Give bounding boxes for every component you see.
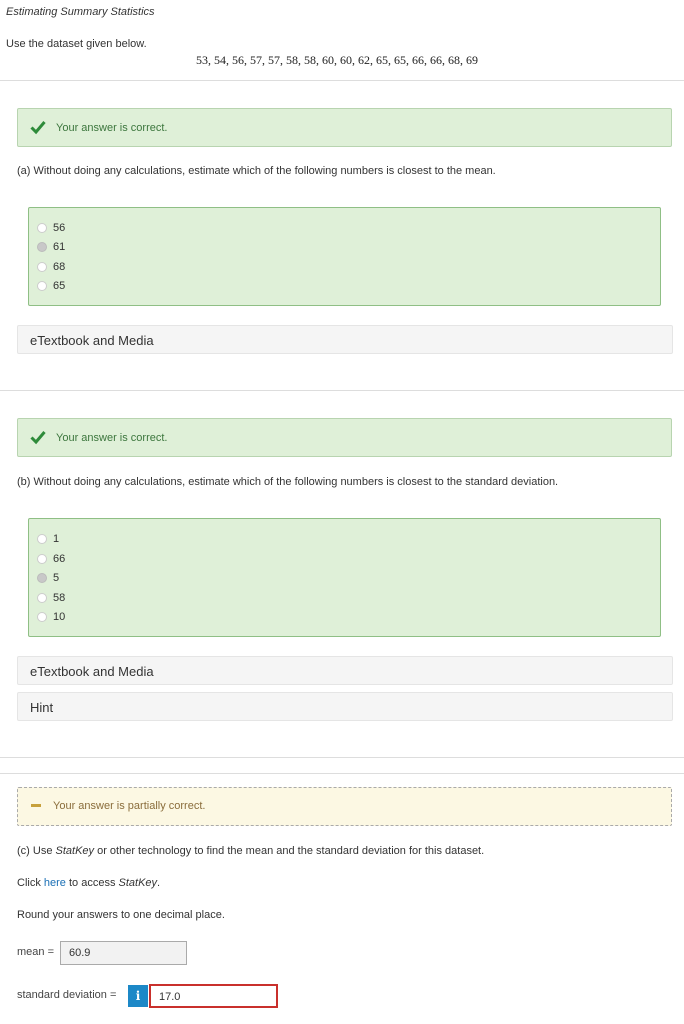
intro-text: Use the dataset given below.: [6, 38, 147, 50]
checkmark-icon: [30, 429, 46, 445]
part-c-status-text: Your answer is partially correct.: [53, 800, 206, 812]
option-label: 61: [53, 241, 66, 253]
etextbook-label: eTextbook and Media: [30, 333, 154, 348]
checkmark-icon: [30, 119, 46, 135]
option-label: 58: [53, 592, 66, 604]
rounding-instruction: Round your answers to one decimal place.: [17, 909, 225, 921]
part-a-status-banner: [17, 108, 672, 147]
divider: [0, 757, 684, 758]
radio-button[interactable]: [37, 281, 47, 291]
part-b-status-banner: [17, 418, 672, 457]
part-b-etextbook-button[interactable]: [17, 656, 673, 685]
question-text: or other technology to find the mean and the standard deviation for this dataset.: [94, 845, 485, 857]
partial-dash-icon: [31, 804, 41, 807]
part-a-question: (a) Without doing any calculations, estimate which of the following numbers is closest to the mean.: [17, 165, 496, 177]
statkey-text: StatKey: [118, 877, 158, 889]
part-b-choices: [28, 518, 661, 637]
radio-button[interactable]: [37, 554, 47, 564]
click-text: Click: [17, 877, 44, 889]
divider: [0, 390, 684, 391]
option-label: 5: [53, 572, 60, 584]
option-label: 68: [53, 261, 66, 273]
question-text: (c) Use: [17, 845, 56, 857]
part-b-hint-button[interactable]: [17, 692, 673, 721]
option-label: 10: [53, 611, 66, 623]
info-icon[interactable]: i: [128, 985, 148, 1007]
part-a-choices: [28, 207, 661, 306]
part-a-status-text: Your answer is correct.: [56, 122, 168, 134]
option-label: 56: [53, 222, 66, 234]
divider: [0, 773, 684, 774]
part-c-status-banner: [17, 787, 672, 826]
divider: [0, 80, 684, 81]
mean-label: mean =: [17, 946, 54, 958]
sd-input[interactable]: [149, 984, 278, 1008]
part-c-question: [17, 845, 484, 857]
radio-button-selected[interactable]: [37, 573, 47, 583]
sd-label: standard deviation =: [17, 989, 117, 1001]
mean-input[interactable]: [60, 941, 187, 965]
part-b-question: (b) Without doing any calculations, estimate which of the following numbers is closest to the standard deviation.: [17, 476, 559, 488]
statkey-link[interactable]: here: [43, 877, 66, 889]
radio-button[interactable]: [37, 593, 47, 603]
assignment-title: Estimating Summary Statistics: [6, 6, 155, 18]
radio-button[interactable]: [37, 612, 47, 622]
dataset-values: 53, 54, 56, 57, 57, 58, 58, 60, 60, 62, 65, 65, 66, 66, 68, 69: [196, 53, 478, 67]
option-label: 66: [53, 553, 66, 565]
click-text: to access: [65, 877, 119, 889]
option-label: 65: [53, 280, 66, 292]
etextbook-label: eTextbook and Media: [30, 664, 154, 679]
click-text: .: [157, 877, 161, 889]
radio-button[interactable]: [37, 534, 47, 544]
part-b-status-text: Your answer is correct.: [56, 432, 168, 444]
option-label: 1: [53, 533, 60, 545]
part-a-etextbook-button[interactable]: [17, 325, 673, 354]
radio-button-selected[interactable]: [37, 242, 47, 252]
hint-label: Hint: [30, 700, 54, 715]
statkey-text: StatKey: [55, 845, 95, 857]
radio-button[interactable]: [37, 262, 47, 272]
sd-value: 17.0: [159, 991, 181, 1003]
statkey-access-line: [17, 877, 160, 889]
radio-button[interactable]: [37, 223, 47, 233]
mean-value: 60.9: [69, 947, 91, 959]
